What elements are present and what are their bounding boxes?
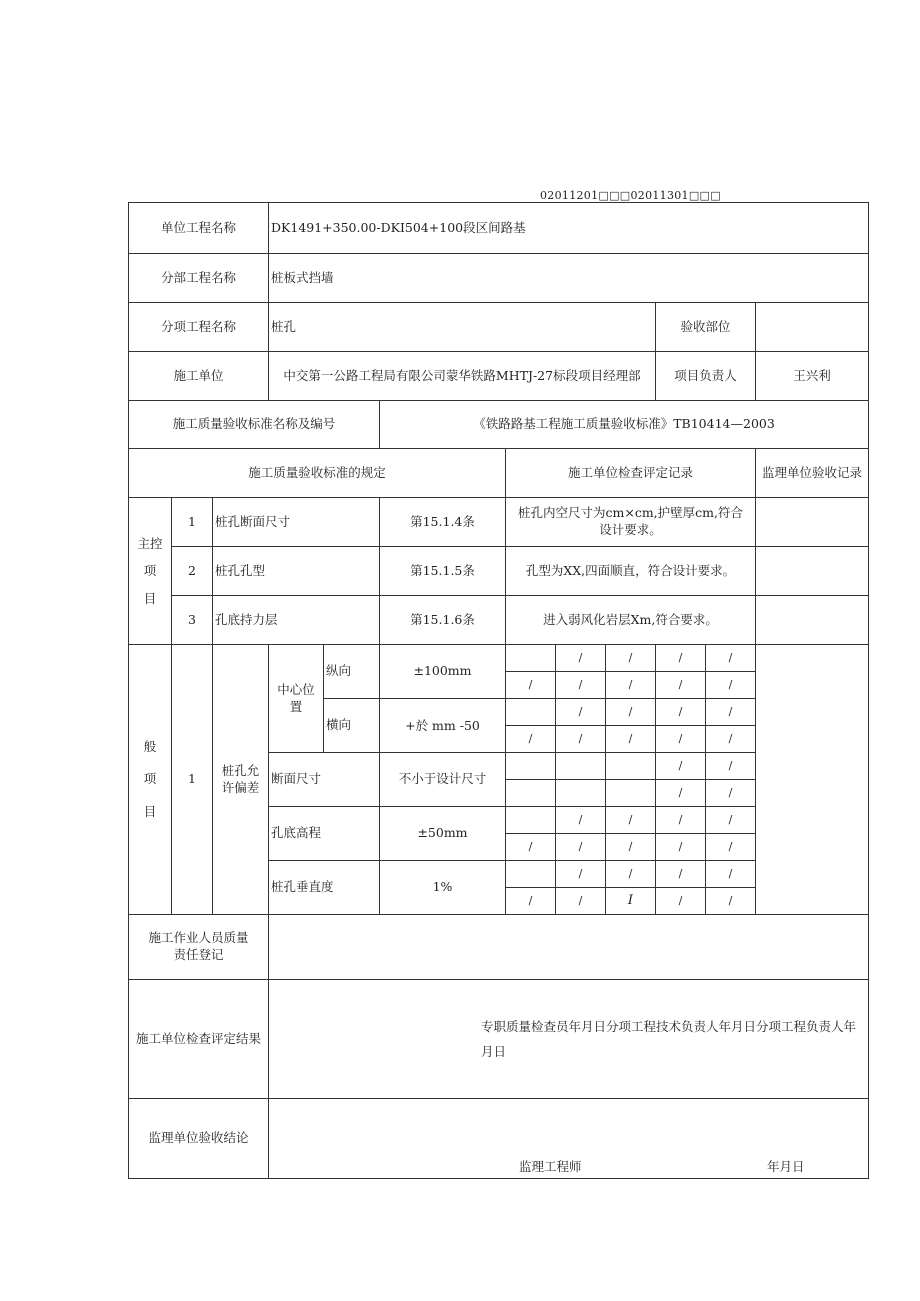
measure-cell: /: [706, 753, 756, 780]
result-label: 施工单位检查评定结果: [129, 980, 269, 1099]
unit-project-row: [129, 203, 869, 254]
main-control-row-2: [129, 547, 869, 596]
main-control-record: 孔型为XX,四面顺直，符合设计要求。: [506, 547, 756, 596]
conclusion-value: [269, 1099, 869, 1179]
measure-cell: /: [556, 672, 606, 699]
measure-cell: /: [556, 834, 606, 861]
result-signatures: 专职质量检查员年月日分项工程技术负责人年月日分项工程负责人年月日: [481, 1019, 857, 1059]
measure-cell: /: [656, 726, 706, 753]
measure-cell: /: [706, 780, 756, 807]
supervisor-engineer-label: 监理工程师: [519, 1159, 582, 1175]
measure-cell: /: [706, 807, 756, 834]
main-control-row-1: [129, 498, 869, 547]
measure-cell: I: [606, 888, 656, 915]
measure-cell: /: [556, 699, 606, 726]
measure-cell: [506, 699, 556, 726]
sub-item-tolerance: ±100mm: [380, 645, 506, 699]
spec-header: 施工质量验收标准的规定: [129, 449, 506, 498]
measure-cell: [506, 753, 556, 780]
standard-row: [129, 401, 869, 449]
main-control-record: 进入弱风化岩层Xm,符合要求。: [506, 596, 756, 645]
measure-cell: /: [656, 753, 706, 780]
measure-cell: /: [506, 888, 556, 915]
sub-item-name: 横向: [324, 699, 380, 753]
measure-cell: [506, 645, 556, 672]
measure-cell: /: [506, 834, 556, 861]
main-control-row-3: [129, 596, 869, 645]
measure-cell: /: [606, 861, 656, 888]
sub-item-tolerance: 1%: [380, 861, 506, 915]
document-code: 02011201□□□02011301□□□: [540, 189, 721, 202]
measure-cell: /: [706, 834, 756, 861]
measure-cell: [556, 753, 606, 780]
accept-part-value: [756, 303, 869, 352]
main-control-name: 孔底持力层: [213, 596, 380, 645]
main-control-clause: 第15.1.5条: [380, 547, 506, 596]
measure-cell: /: [556, 645, 606, 672]
measure-cell: /: [556, 726, 606, 753]
measure-cell: [506, 780, 556, 807]
general-group-label: [129, 645, 172, 915]
construction-unit-row: [129, 352, 869, 401]
sub-item-project-value: 桩孔: [269, 303, 656, 352]
measure-cell: /: [656, 807, 706, 834]
measure-cell: /: [706, 672, 756, 699]
supervisor-record-header: 监理单位验收记录: [756, 449, 869, 498]
measure-cell: /: [656, 888, 706, 915]
sub-item-name: 断面尺寸: [269, 753, 380, 807]
measure-cell: /: [656, 780, 706, 807]
measure-cell: /: [556, 888, 606, 915]
unit-project-value: DK1491+350.00-DKI504+100段区间路基: [269, 203, 869, 254]
accept-part-label: 验收部位: [656, 303, 756, 352]
main-control-supervisor: [756, 596, 869, 645]
measure-cell: [506, 807, 556, 834]
measure-cell: /: [606, 699, 656, 726]
measure-cell: [606, 753, 656, 780]
conclusion-row: [129, 1099, 869, 1179]
measure-cell: [606, 780, 656, 807]
measure-cell: /: [656, 834, 706, 861]
main-control-clause: 第15.1.6条: [380, 596, 506, 645]
measure-cell: /: [656, 861, 706, 888]
project-manager-value: 王兴利: [756, 352, 869, 401]
measure-cell: /: [706, 726, 756, 753]
group-label-segment: 般: [143, 738, 157, 754]
sub-item-tolerance: ±50mm: [380, 807, 506, 861]
division-project-value: 桩板式挡墙: [269, 254, 869, 303]
measure-cell: /: [656, 699, 706, 726]
main-control-group-label: [129, 498, 172, 645]
general-row: [129, 645, 869, 672]
general-item-name: 桩孔允许偏差: [213, 645, 269, 915]
main-control-record: 桩孔内空尺寸为cm×cm,护壁厚cm,符合设计要求。: [506, 498, 756, 547]
unit-project-label: 单位工程名称: [129, 203, 269, 254]
measure-cell: /: [706, 699, 756, 726]
measure-cell: /: [556, 807, 606, 834]
measure-cell: [506, 861, 556, 888]
group-label-segment: 项: [143, 771, 157, 787]
main-control-supervisor: [756, 547, 869, 596]
main-control-supervisor: [756, 498, 869, 547]
inspection-form-table: [128, 202, 869, 1179]
measure-cell: /: [606, 726, 656, 753]
main-control-no: 1: [172, 498, 213, 547]
center-position-label: 中心位置: [269, 645, 324, 753]
sub-item-name: 孔底高程: [269, 807, 380, 861]
division-project-row: [129, 254, 869, 303]
main-control-name: 桩孔孔型: [213, 547, 380, 596]
main-control-clause: 第15.1.4条: [380, 498, 506, 547]
workers-row: [129, 915, 869, 980]
measure-cell: /: [656, 645, 706, 672]
general-supervisor: [756, 645, 869, 915]
measure-cell: /: [606, 834, 656, 861]
main-control-no: 2: [172, 547, 213, 596]
project-manager-label: 项目负责人: [656, 352, 756, 401]
result-value: [269, 980, 869, 1099]
main-control-name: 桩孔断面尺寸: [213, 498, 380, 547]
conclusion-label: 监理单位验收结论: [129, 1099, 269, 1179]
sub-item-tolerance: +於 mm -50: [380, 699, 506, 753]
result-row: [129, 980, 869, 1099]
standard-label: 施工质量验收标准名称及编号: [129, 401, 380, 449]
measure-cell: /: [706, 888, 756, 915]
header-row: [129, 449, 869, 498]
group-label-segment: 主控: [137, 535, 163, 551]
construction-unit-value: 中交第一公路工程局有限公司蒙华铁路MHTJ-27标段项目经理部: [269, 352, 656, 401]
division-project-label: 分部工程名称: [129, 254, 269, 303]
conclusion-date: 年月日: [767, 1159, 805, 1175]
main-control-no: 3: [172, 596, 213, 645]
standard-value: 《铁路路基工程施工质量验收标准》TB10414—2003: [380, 401, 869, 449]
sub-item-name: 桩孔垂直度: [269, 861, 380, 915]
measure-cell: /: [606, 672, 656, 699]
sub-item-project-label: 分项工程名称: [129, 303, 269, 352]
group-label-segment: 目: [143, 590, 157, 606]
sub-item-tolerance: 不小于设计尺寸: [380, 753, 506, 807]
measure-cell: /: [706, 645, 756, 672]
group-label-segment: 项: [143, 563, 157, 579]
measure-cell: /: [606, 807, 656, 834]
measure-cell: /: [606, 645, 656, 672]
measure-cell: /: [706, 861, 756, 888]
group-label-segment: 目: [143, 803, 157, 819]
construction-unit-label: 施工单位: [129, 352, 269, 401]
general-item-no: 1: [172, 645, 213, 915]
workers-value: [269, 915, 869, 980]
measure-cell: /: [506, 672, 556, 699]
measure-cell: /: [556, 861, 606, 888]
sub-item-name: 纵向: [324, 645, 380, 699]
workers-label: 施工作业人员质量责任登记: [129, 915, 269, 980]
measure-cell: /: [506, 726, 556, 753]
sub-item-project-row: [129, 303, 869, 352]
measure-cell: /: [656, 672, 706, 699]
check-record-header: 施工单位检查评定记录: [506, 449, 756, 498]
measure-cell: [556, 780, 606, 807]
